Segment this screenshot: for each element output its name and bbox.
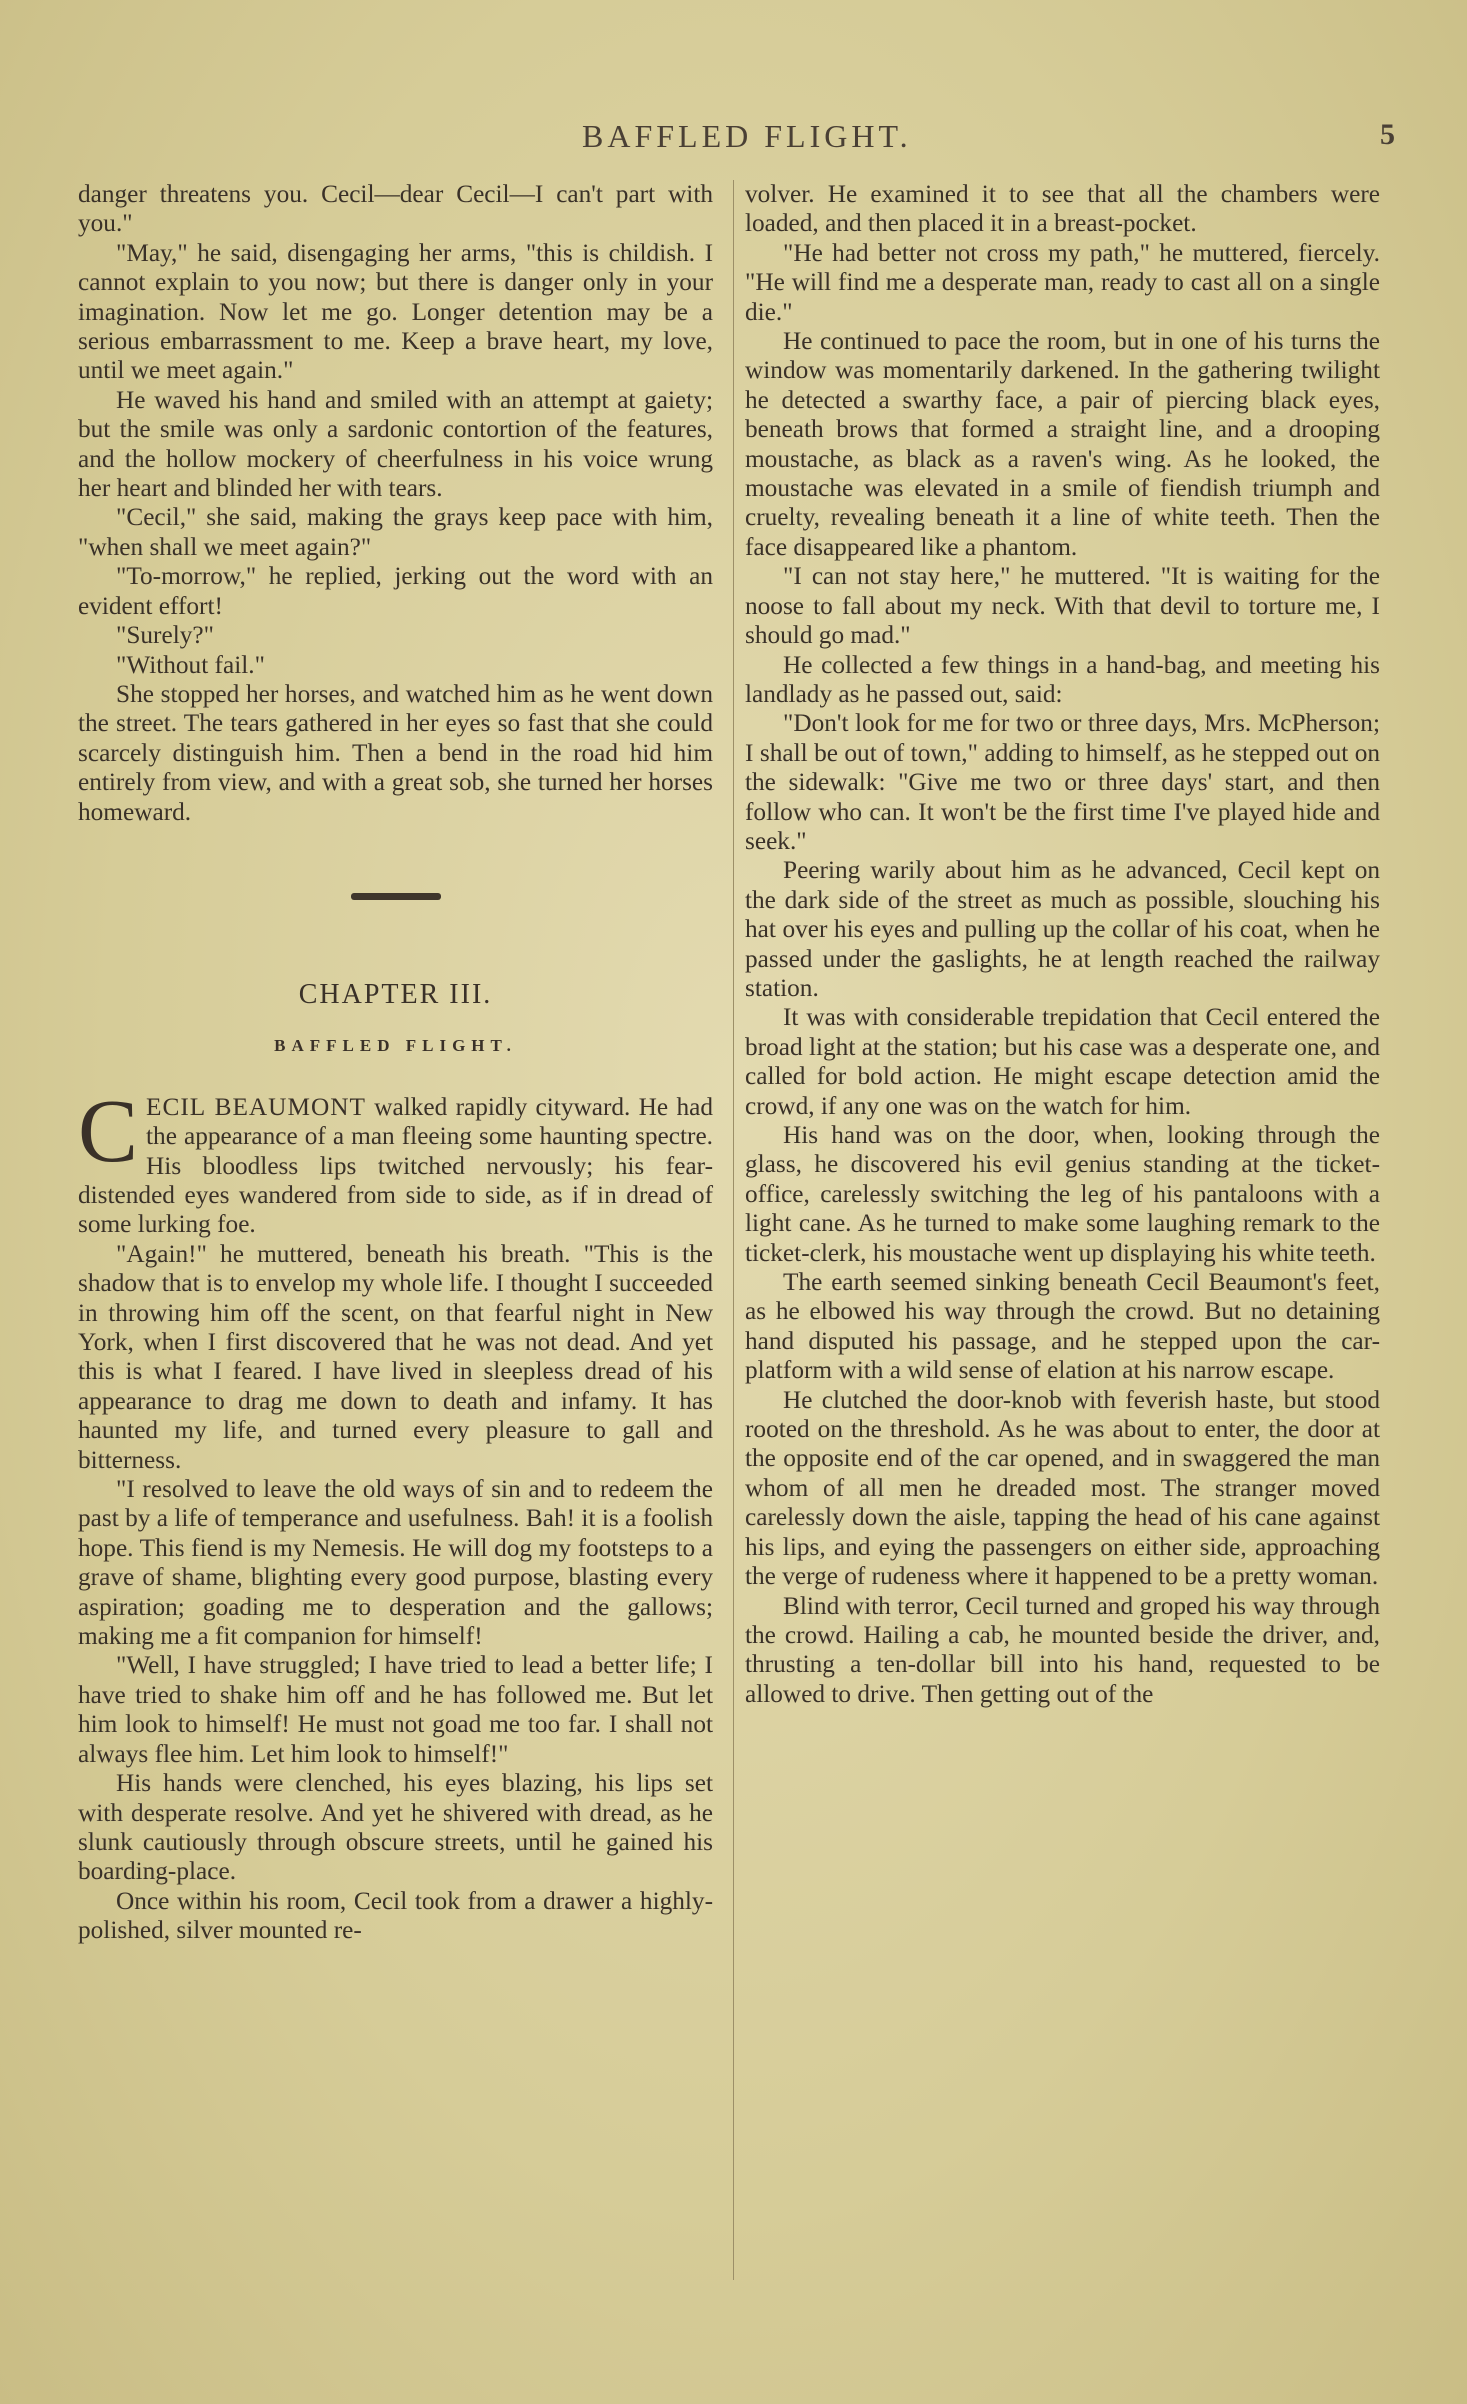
paragraph: His hand was on the door, when, looking through the glass, he discovered his evil genius standing at the ticket-office, carelessly switching the leg of his pantaloons with a light cane. As he turned to make some laughing remark to the ticket-clerk, his moustache went up displaying his white teeth. <box>745 1121 1380 1267</box>
column-rule <box>733 180 734 2280</box>
paragraph: He clutched the door-knob with feverish haste, but stood rooted on the threshold. As he was about to enter, the door at the opposite end of the car opened, and in swaggered the man whom of all men he dreaded most. The stranger moved carelessly down the aisle, tapping the head of his cane against his lips, and eying the passengers on either side, approaching the verge of rudeness where it happened to be a pretty woman. <box>745 1385 1380 1591</box>
paragraph: "I resolved to leave the old ways of sin and to redeem the past by a life of temperance and usefulness. Bah! it is a foolish hope. This fiend is my Nemesis. He will dog my footsteps to a grave of shame, blighting every good purpose, blasting every aspiration; goading me to desperation and the gallows; making me a fit companion for himself! <box>78 1475 713 1651</box>
paragraph: "Without fail." <box>116 650 265 679</box>
paragraph: "Well, I have struggled; I have tried to lead a better life; I have tried to shake him off and he has followed me. But let him look to himself! He must not goad me too far. I shall not always flee him. Let him look to himself!" <box>78 1651 713 1768</box>
paragraph: "Don't look for me for two or three days, Mrs. McPherson; I shall be out of town," adding to himself, as he stepped out on the sidewalk: "Give me two or three days' start, and then follow who can. It won't be the first time I've played hide and seek." <box>745 709 1380 855</box>
chapter-subtitle: BAFFLED FLIGHT. <box>274 1036 517 1056</box>
opening-text: walked rapidly cityward. He had the appearance of a man fleeing some haunting spectre. His bloodless lips twitched nervously; his fear-distended eyes wandered from side to side, as if in dread of some lurking foe. <box>78 1092 713 1239</box>
page-number: 5 <box>1380 118 1395 151</box>
paragraph: Peering warily about him as he advanced, Cecil kept on the dark side of the street as much as possible, slouching his hat over his eyes and pulling up the collar of his coat, when he passed under the gaslights, he at length reached the railway station. <box>745 856 1380 1002</box>
paragraph: "He had better not cross my path," he muttered, fiercely. "He will find me a desperate man, ready to cast all on a single die." <box>745 238 1380 326</box>
left-column <box>78 180 713 1946</box>
section-divider <box>351 893 441 900</box>
paragraph: She stopped her horses, and watched him as he went down the street. The tears gathered in her eyes so fast that she could scarcely distinguish him. Then a bend in the road hid him entirely from view, and with a great sob, she turned her horses homeward. <box>78 679 713 826</box>
paragraph: "Cecil," she said, making the grays keep pace with him, "when shall we meet again?" <box>78 503 713 561</box>
running-title: BAFFLED FLIGHT. <box>582 118 912 154</box>
paragraph: Once within his room, Cecil took from a drawer a highly-polished, silver mounted re- <box>78 1886 713 1945</box>
paragraph: danger threatens you. Cecil—dear Cecil—I can't part with you." <box>78 180 713 238</box>
chapter-opening-paragraph <box>78 1081 713 1240</box>
paragraph: He continued to pace the room, but in one of his turns the window was momentarily darkened. In the gathering twilight he detected a swarthy face, a pair of piercing black eyes, beneath brows that formed a straight line, and a drooping moustache, as black as a raven's wing. As he looked, the moustache was elevated in a smile of fiendish triumph and cruelty, revealing beneath it a line of white teeth. Then the face disappeared like a phantom. <box>745 327 1380 561</box>
paragraph: The earth seemed sinking beneath Cecil Beaumont's feet, as he elbowed his way through the crowd. But no detaining hand disputed his passage, and he stepped upon the car-platform with a wild sense of elation at his narrow escape. <box>745 1268 1380 1385</box>
chapter-title: CHAPTER III. <box>298 978 493 1010</box>
paragraph: Blind with terror, Cecil turned and groped his way through the crowd. Hailing a cab, he mounted beside the driver, and, thrusting a ten-dollar bill into his hand, requested to be allowed to drive. Then getting out of the <box>745 1591 1380 1708</box>
paragraph: It was with considerable trepidation that Cecil entered the broad light at the station; but his case was a desperate one, and called for bold action. He might escape detection amid the crowd, if any one was on the watch for him. <box>745 1003 1380 1120</box>
paragraph: "Surely?" <box>116 621 214 650</box>
opening-caps: ECIL BEAUMONT <box>146 1092 366 1121</box>
paragraph: He waved his hand and smiled with an attempt at gaiety; but the smile was only a sardonic contortion of the features, and the hollow mockery of cheerfulness in his voice wrung her heart and blinded her with tears. <box>78 385 713 503</box>
paragraph: He collected a few things in a hand-bag, and meeting his landlady as he passed out, said: <box>745 650 1380 708</box>
paragraph: "Again!" he muttered, beneath his breath. "This is the shadow that is to envelop my whole life. I thought I succeeded in throwing him off the scent, on that fearful night in New York, when I first discovered that he was not dead. And yet this is what I feared. I have lived in sleepless dread of his appearance to drag me down to death and infamy. It has haunted my life, and turned every pleasure to gall and bitterness. <box>78 1239 713 1474</box>
drop-cap: C <box>78 1081 139 1181</box>
paragraph: "May," he said, disengaging her arms, "this is childish. I cannot explain to you now; but there is danger only in your imagination. Now let me go. Longer detention may be a serious embarrassment to me. Keep a brave heart, my love, until we meet again." <box>78 238 713 385</box>
paragraph: His hands were clenched, his eyes blazing, his lips set with desperate resolve. And yet he shivered with dread, as he slunk cautiously through obscure streets, until he gained his boarding-place. <box>78 1769 713 1886</box>
right-column <box>745 180 1380 1709</box>
running-head <box>0 118 1467 158</box>
paragraph: volver. He examined it to see that all the chambers were loaded, and then placed it in a breast-pocket. <box>745 180 1380 238</box>
paragraph: "To-morrow," he replied, jerking out the word with an evident effort! <box>78 562 713 620</box>
paragraph: "I can not stay here," he muttered. "It is waiting for the noose to fall about my neck. With that devil to torture me, I should go mad." <box>745 562 1380 650</box>
